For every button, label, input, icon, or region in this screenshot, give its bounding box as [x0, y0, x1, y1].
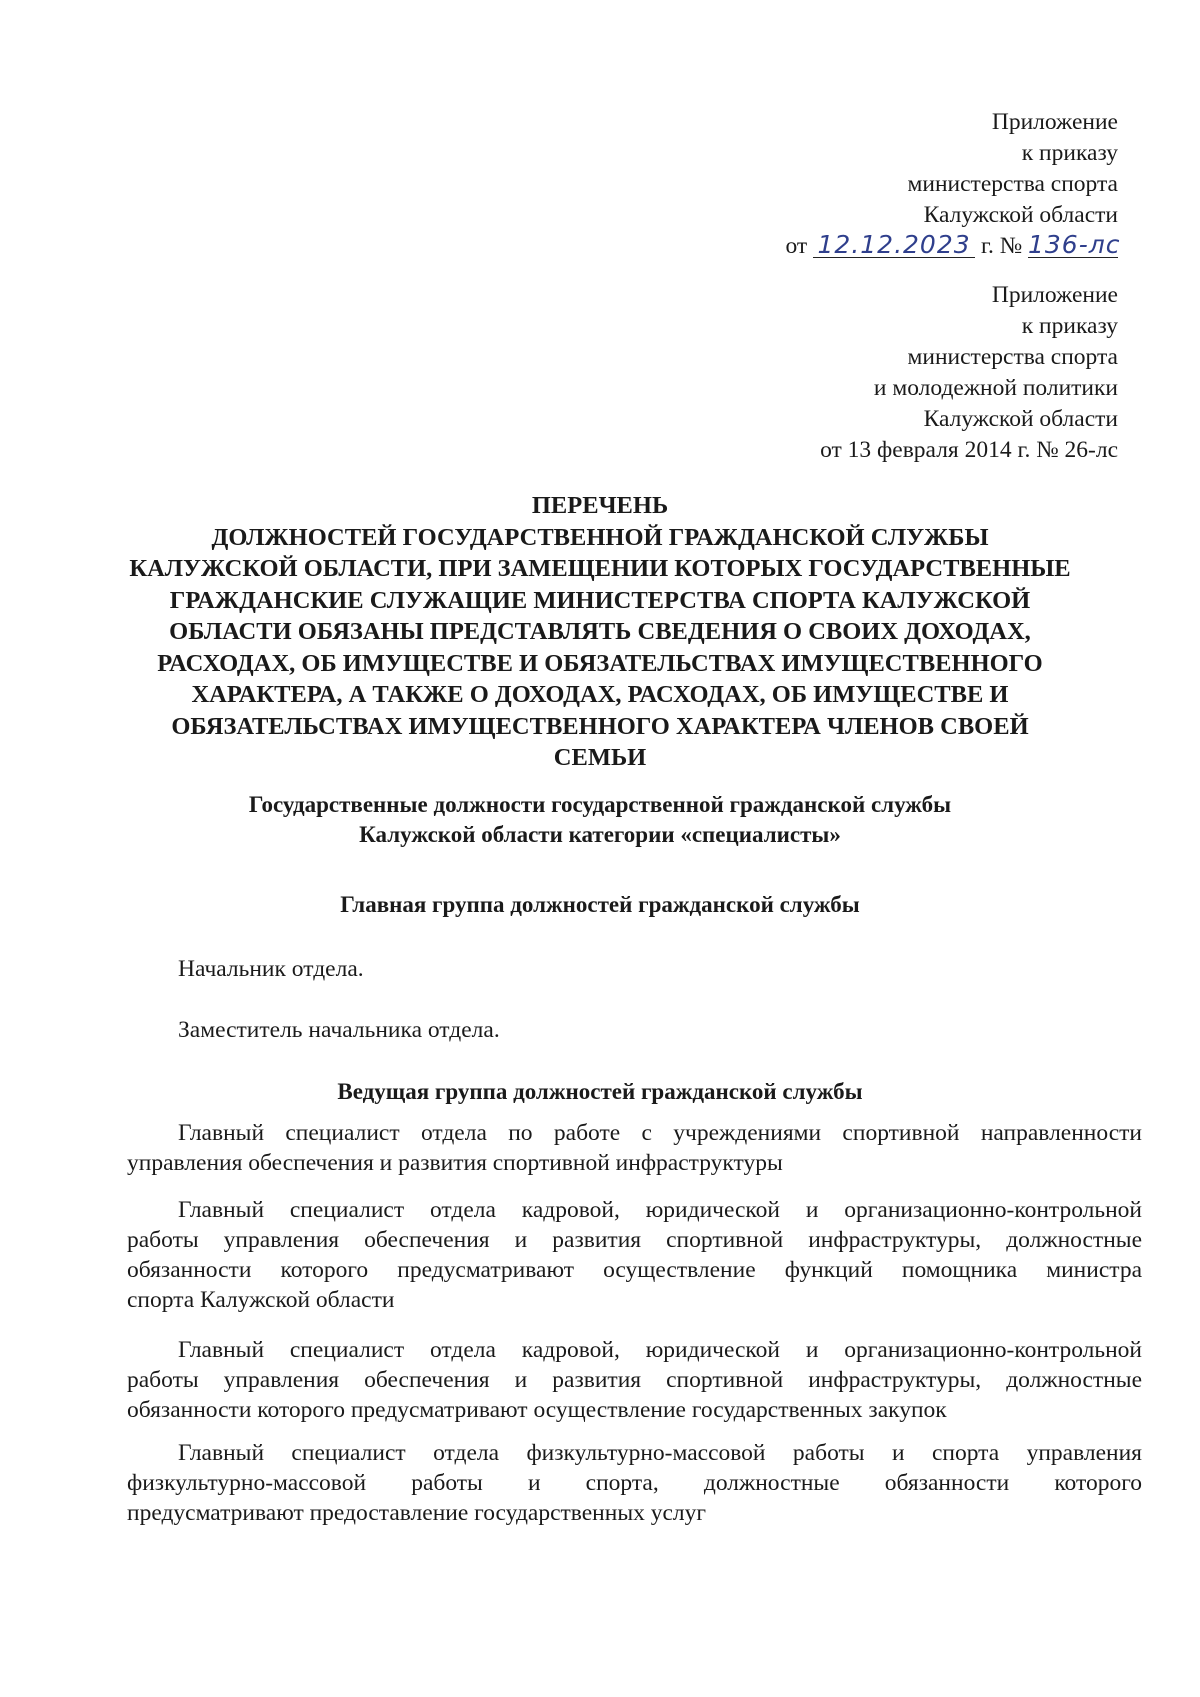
position-paragraph	[127, 1438, 1142, 1528]
subtitle-line: Калужской области категории «специалисты»	[359, 822, 841, 847]
appendix-number-prefix: г. №	[980, 233, 1023, 259]
paragraph-line: Главный специалист отдела по работе с учреждениями спортивной направленности	[178, 1120, 1142, 1146]
appendix-ministry: министерства спорта	[907, 171, 1118, 197]
paragraph-line: работы управления обеспечения и развития спортивной инфраструктуры, должностные	[127, 1367, 1142, 1393]
appendix-ministry: министерства спорта	[907, 344, 1118, 370]
appendix-block-original	[820, 280, 1118, 466]
title-line: ПЕРЕЧЕНЬ	[531, 492, 669, 519]
position-paragraph	[127, 1118, 1142, 1178]
group-main-heading: Главная группа должностей гражданской службы	[340, 892, 860, 917]
position-paragraph	[127, 1335, 1142, 1425]
title-line: ХАРАКТЕРА, А ТАКЖЕ О ДОХОДАХ, РАСХОДАХ, ОБ ИМУЩЕСТВЕ И	[191, 681, 1009, 708]
title-line: ОБЛАСТИ ОБЯЗАНЫ ПРЕДСТАВЛЯТЬ СВЕДЕНИЯ О СВОИХ ДОХОДАХ,	[169, 618, 1031, 645]
appendix-region: Калужской области	[923, 406, 1118, 432]
appendix-order-ref: к приказу	[1021, 140, 1118, 166]
paragraph-line: физкультурно-массовой работы и спорта, должностные обязанности которого	[127, 1470, 1142, 1496]
paragraph-line: обязанности которого предусматривают осуществление государственных закупок	[127, 1397, 947, 1423]
title-line: РАСХОДАХ, ОБ ИМУЩЕСТВЕ И ОБЯЗАТЕЛЬСТВАХ ИМУЩЕСТВЕННОГО	[157, 649, 1043, 677]
title-line: КАЛУЖСКОЙ ОБЛАСТИ, ПРИ ЗАМЕЩЕНИИ КОТОРЫХ ГОСУДАРСТВЕННЫЕ	[129, 555, 1071, 582]
title-line: ОБЯЗАТЕЛЬСТВАХ ИМУЩЕСТВЕННОГО ХАРАКТЕРА ЧЛЕНОВ СВОЕЙ	[171, 712, 1029, 740]
group-lead-heading: Ведущая группа должностей гражданской службы	[337, 1079, 863, 1104]
appendix-region: Калужской области	[923, 202, 1118, 228]
appendix-from-prefix: от	[785, 233, 808, 259]
paragraph-line: спорта Калужской области	[127, 1287, 395, 1313]
category-subtitle	[100, 790, 1100, 850]
paragraph-line: Главный специалист отдела физкультурно-массовой работы и спорта управления	[178, 1440, 1142, 1466]
list-item: Начальник отдела.	[178, 956, 364, 982]
paragraph-line: Главный специалист отдела кадровой, юридической и организационно-контрольной	[178, 1337, 1142, 1363]
appendix-label: Приложение	[991, 282, 1118, 308]
paragraph-line: Главный специалист отдела кадровой, юридической и организационно-контрольной	[178, 1197, 1142, 1223]
paragraph-line: предусматривают предоставление государственных услуг	[127, 1500, 707, 1526]
paragraph-line: обязанности которого предусматривают осуществление функций помощника министра	[127, 1257, 1142, 1283]
handwritten-date: 12.12.2023	[813, 233, 975, 258]
appendix-order-ref: к приказу	[1021, 313, 1118, 339]
paragraph-line: работы управления обеспечения и развития спортивной инфраструктуры, должностные	[127, 1227, 1142, 1253]
paragraph-line: управления обеспечения и развития спортивной инфраструктуры	[127, 1150, 783, 1176]
title-line: ГРАЖДАНСКИЕ СЛУЖАЩИЕ МИНИСТЕРСТВА СПОРТА КАЛУЖСКОЙ	[169, 586, 1031, 614]
appendix-date-line	[785, 230, 1121, 262]
appendix-block-current	[785, 107, 1121, 262]
appendix-date-line: от 13 февраля 2014 г. № 26-лс	[820, 437, 1118, 463]
handwritten-order-number: 136-лс	[1028, 230, 1121, 259]
appendix-ministry-cont: и молодежной политики	[873, 375, 1118, 401]
appendix-label: Приложение	[991, 109, 1118, 135]
list-item: Заместитель начальника отдела.	[178, 1017, 500, 1043]
document-title	[100, 490, 1100, 774]
position-paragraph	[127, 1195, 1142, 1315]
subtitle-line: Государственные должности государственной гражданской службы	[248, 792, 952, 817]
title-line: ДОЛЖНОСТЕЙ ГОСУДАРСТВЕННОЙ ГРАЖДАНСКОЙ СЛУЖБЫ	[211, 523, 989, 551]
title-line: СЕМЬИ	[553, 744, 647, 771]
